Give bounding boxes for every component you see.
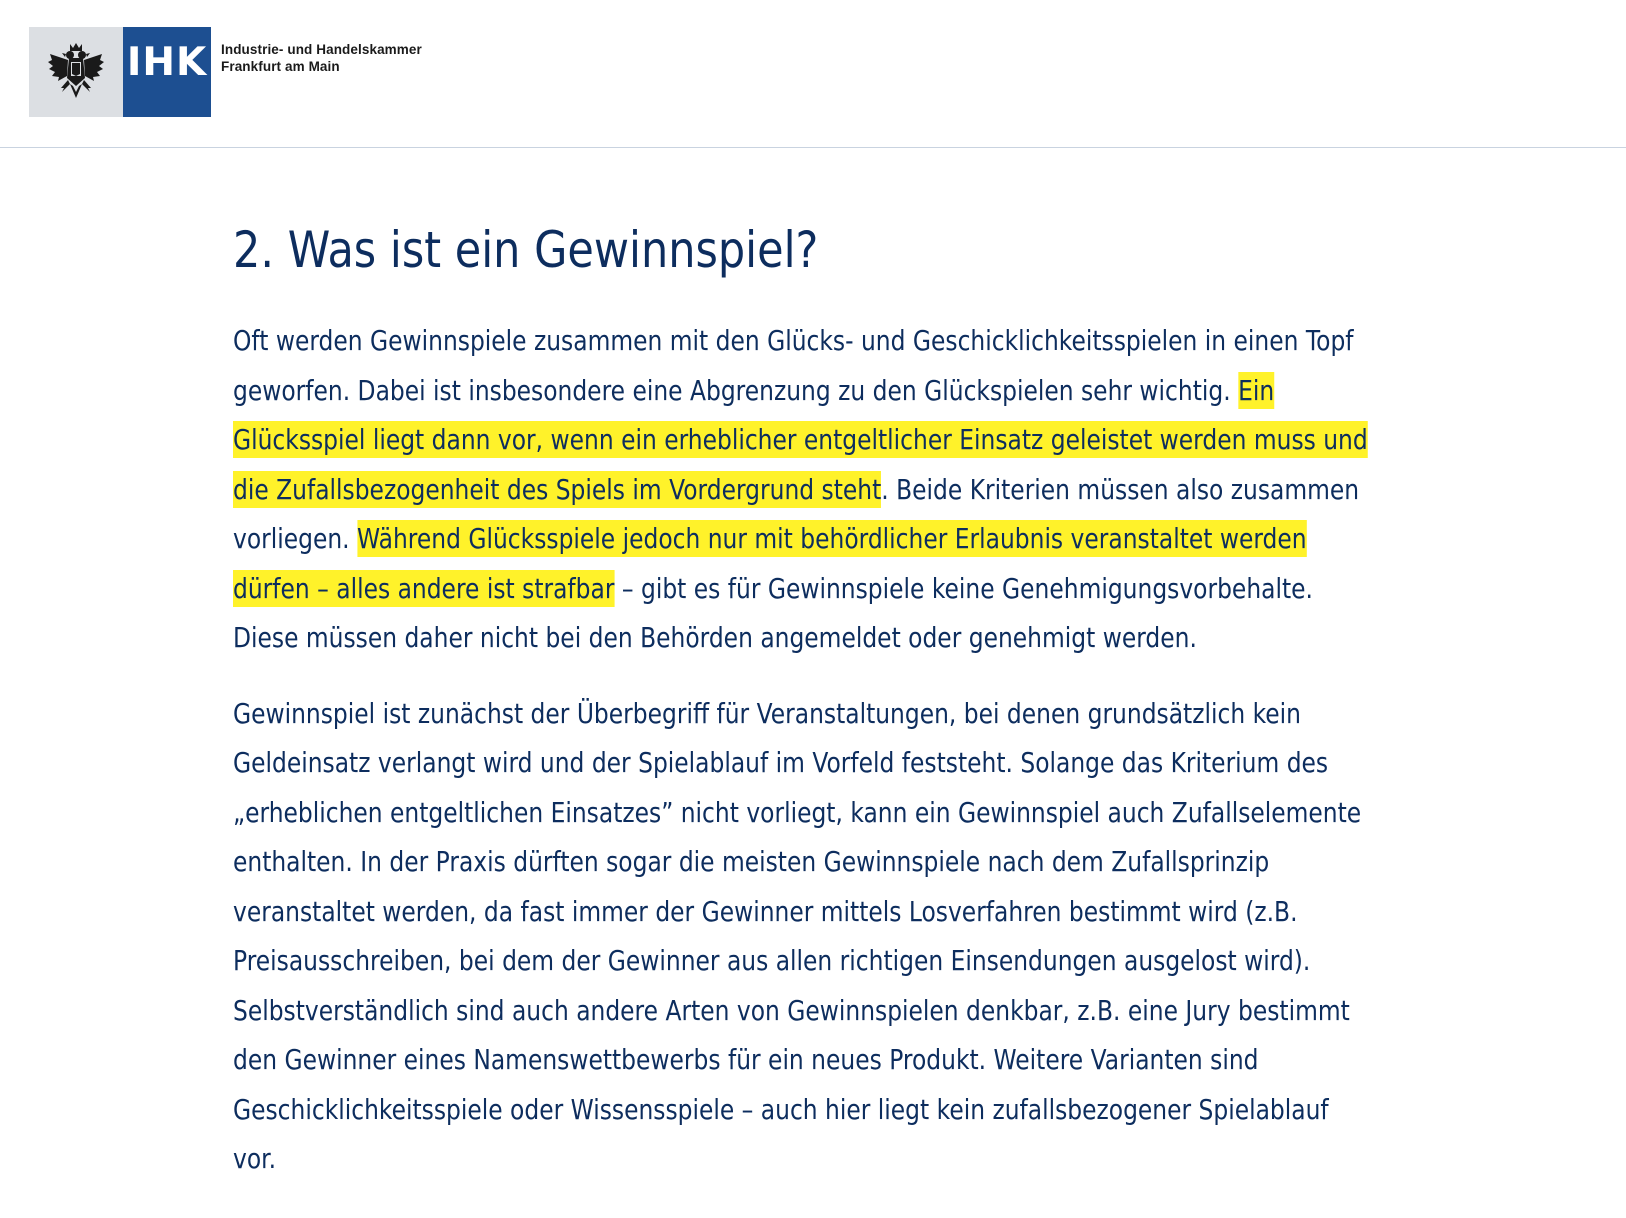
text-line: den Gewinner eines Namenswettbewerbs für ein neues Produkt. Weitere Varianten sind xyxy=(233,1043,1259,1076)
text-segment: . Beide Kriterien müssen also zusammen xyxy=(881,472,1360,506)
text-line xyxy=(233,613,1586,663)
text-line: veranstaltet werden, da fast immer der Gewinner mittels Losverfahren bestimmt wird (z.B. xyxy=(233,894,1298,928)
text-line xyxy=(233,514,1586,564)
text-line xyxy=(233,465,1586,515)
logo-text-line1: Industrie- und Handelskammer xyxy=(221,42,422,57)
text-line: Geschicklichkeitsspiele oder Wissensspiele – auch hier liegt kein zufallsbezogener Spielablauf xyxy=(233,1092,1329,1126)
highlighted-text: die Zufallsbezogenheit des Spiels im Vordergrund steht xyxy=(233,472,882,506)
logo-text-line2: Frankfurt am Main xyxy=(221,59,340,74)
article-paragraph-2 xyxy=(233,689,1563,1184)
text-line xyxy=(233,564,1586,614)
text-segment: – gibt es für Gewinnspiele keine Genehmigungsvorbehalte. xyxy=(614,571,1313,605)
highlighted-text: Glücksspiel liegt dann vor, wenn ein erheblicher entgeltlicher Einsatz geleistet werden muss und xyxy=(233,423,1368,456)
logo-wordmark xyxy=(221,27,422,117)
site-header xyxy=(0,0,1626,148)
text-line: Selbstverständlich sind auch andere Arten von Gewinnspielen denkbar, z.B. eine Jury bestimmt xyxy=(233,993,1350,1027)
text-segment: Diese müssen daher nicht bei den Behörden angemeldet oder genehmigt werden. xyxy=(233,621,1197,654)
text-line xyxy=(233,366,1586,416)
article-heading: 2. Was ist ein Gewinnspiel? xyxy=(233,221,819,279)
text-line: Preisausschreiben, bei dem der Gewinner aus allen richtigen Einsendungen ausgelost wird). xyxy=(233,944,1311,977)
text-line: Gewinnspiel ist zunächst der Überbegriff für Veranstaltungen, bei denen grundsätzlich kein xyxy=(233,696,1301,730)
text-segment: geworfen. Dabei ist insbesondere eine Abgrenzung zu den Glückspielen sehr wichtig. xyxy=(233,373,1239,407)
text-line: enthalten. In der Praxis dürften sogar die meisten Gewinnspiele nach dem Zufallsprinzip xyxy=(233,845,1270,878)
ihk-logo-mark: IHK xyxy=(123,27,211,117)
highlighted-text: Ein xyxy=(1238,373,1275,407)
ihk-logo-link[interactable] xyxy=(29,27,422,117)
text-line: vor. xyxy=(233,1142,277,1175)
text-line xyxy=(233,415,1586,465)
text-line xyxy=(233,316,1586,366)
eagle-coat-of-arms-icon xyxy=(29,27,123,117)
text-line: Geldeinsatz verlangt wird und der Spielablauf im Vorfeld feststeht. Solange das Kriterium des xyxy=(233,746,1329,779)
highlighted-text: Während Glücksspiele jedoch nur mit behördlicher Erlaubnis veranstaltet werden xyxy=(357,522,1307,555)
article-paragraph-1 xyxy=(233,316,1563,663)
text-segment: vorliegen. xyxy=(233,522,358,555)
highlighted-text: dürfen – alles andere ist strafbar xyxy=(233,571,615,605)
article-content xyxy=(233,215,1563,1184)
text-line: „erheblichen entgeltlichen Einsatzes” nicht vorliegt, kann ein Gewinnspiel auch Zufallselemente xyxy=(233,795,1362,829)
text-segment: Oft werden Gewinnspiele zusammen mit den Glücks- und Geschicklichkeitsspielen in einen Topf xyxy=(233,324,1354,357)
